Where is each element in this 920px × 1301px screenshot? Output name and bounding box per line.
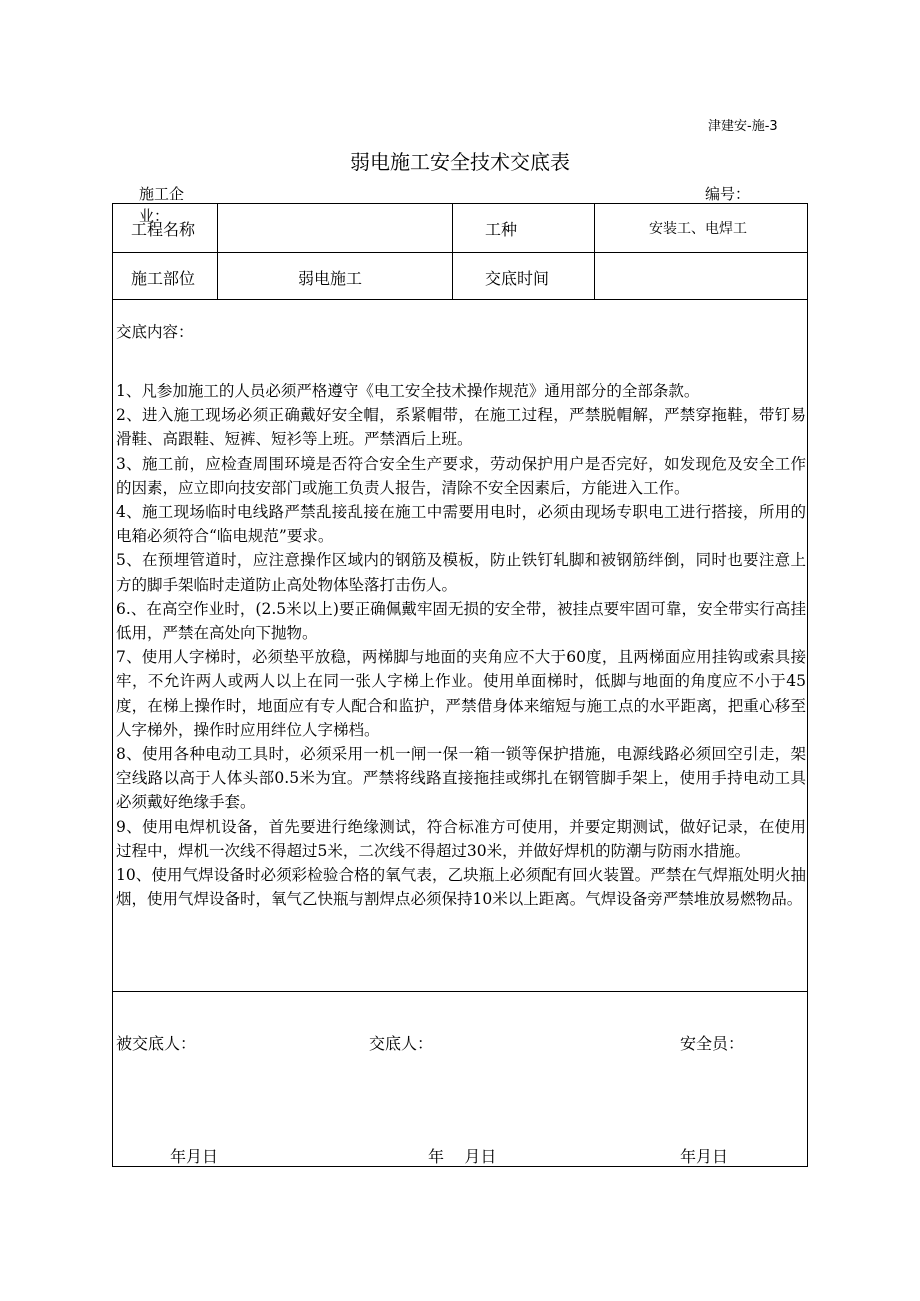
safety-officer-signature-label: 安全员： [680,1034,745,1053]
document-code: 津建安-施-3 [708,119,778,134]
project-name-label: 工程名称 [131,220,196,239]
content-item-8: 8、使用各种电动工具时，必须采用一机一闸一保一箱一锁等保护措施，电源线路必须回空引走，架空线路以高于人体头部0.5米为宜。严禁将线路直接拖挂或绑扎在钢管脚手架上，使用手持电动工具必须戴好绝缘手套。 [116,745,806,812]
column-divider [452,204,453,299]
content-item-1: 1、凡参加施工的人员必须严格遵守《电工安全技术操作规范》通用部分的全部条款。 [116,382,700,400]
trade-value: 安装工、电焊工 [649,221,747,237]
row-divider [113,299,807,300]
trade-label: 工种 [485,220,518,239]
content-item-7: 7、使用人字梯时，必须垫平放稳，两梯脚与地面的夹角应不大于60度，且两梯面应用挂钩或索具接牢，不允许两人或两人以上在同一张人字梯上作业。使用单面梯时，低脚与地面的角度应不小于45度，在梯上操作时，地面应有专人配合和监护，严禁借身体来缩短与施工点的水平距离，把重心移至人字梯外，操作时应用绊位人字梯档。 [116,648,806,739]
document-title: 弱电施工安全技术交底表 [350,150,570,174]
content-item-4: 4、施工现场临时电线路严禁乱接乱接在施工中需要用电时，必须由现场专职电工进行搭接，所用的电箱必须符合“临电规范”要求。 [116,503,806,546]
column-divider [594,204,595,299]
presenter-date: 年 月日 [428,1147,497,1166]
recipient-signature-label: 被交底人： [116,1034,197,1053]
content-item-10: 10、使用气焊设备时必须彩检验合格的氧气表，乙块瓶上必须配有回火装置。严禁在气焊瓶处明火抽烟，使用气焊设备时，氧气乙快瓶与割焊点必须保持10米以上距离。气焊设备旁严禁堆放易燃物品。 [116,866,806,909]
content-item-2: 2、进入施工现场必须正确戴好安全帽，系紧帽带，在施工过程，严禁脱帽解，严禁穿拖鞋，带钉易滑鞋、高跟鞋、短裤、短衫等上班。严禁酒后上班。 [116,406,806,449]
content-item-9: 9、使用电焊机设备，首先要进行绝缘测试，符合标准方可使用，并要定期测试，做好记录，在使用过程中，焊机一次线不得超过5米，二次线不得超过30米，并做好焊机的防潮与防雨水措施。 [116,817,806,860]
content-body [116,379,806,911]
safety-officer-date: 年月日 [680,1147,729,1166]
location-value: 弱电施工 [298,269,363,288]
content-item-5: 5、在预埋管道时，应注意操作区域内的钢筋及模板，防止铁钉轧脚和被钢筋绊倒，同时也要注意上方的脚手架临时走道防止高处物体坠落打击伤人。 [116,551,806,594]
briefing-time-label: 交底时间 [485,269,550,288]
content-heading: 交底内容： [116,323,194,341]
row-divider [113,991,807,992]
content-item-6: 6.、在高空作业时，(2.5米以上)要正确佩戴牢固无损的安全带，被挂点要牢固可靠，安全带实行高挂低用，严禁在高处向下抛物。 [116,599,806,643]
recipient-date: 年月日 [170,1147,219,1166]
content-item-3: 3、施工前，应检查周围环境是否符合安全生产要求，劳动保护用户是否完好，如发现危及安全工作的因素，应立即向技安部门或施工负责人报告，清除不安全因素后，方能进入工作。 [116,454,806,497]
presenter-signature-label: 交底人： [369,1034,434,1053]
serial-number-label: 编号： [705,185,751,203]
column-divider [217,204,218,299]
location-label: 施工部位 [131,269,196,288]
company-label: 施工企业： [139,185,185,225]
briefing-table [112,203,808,1167]
